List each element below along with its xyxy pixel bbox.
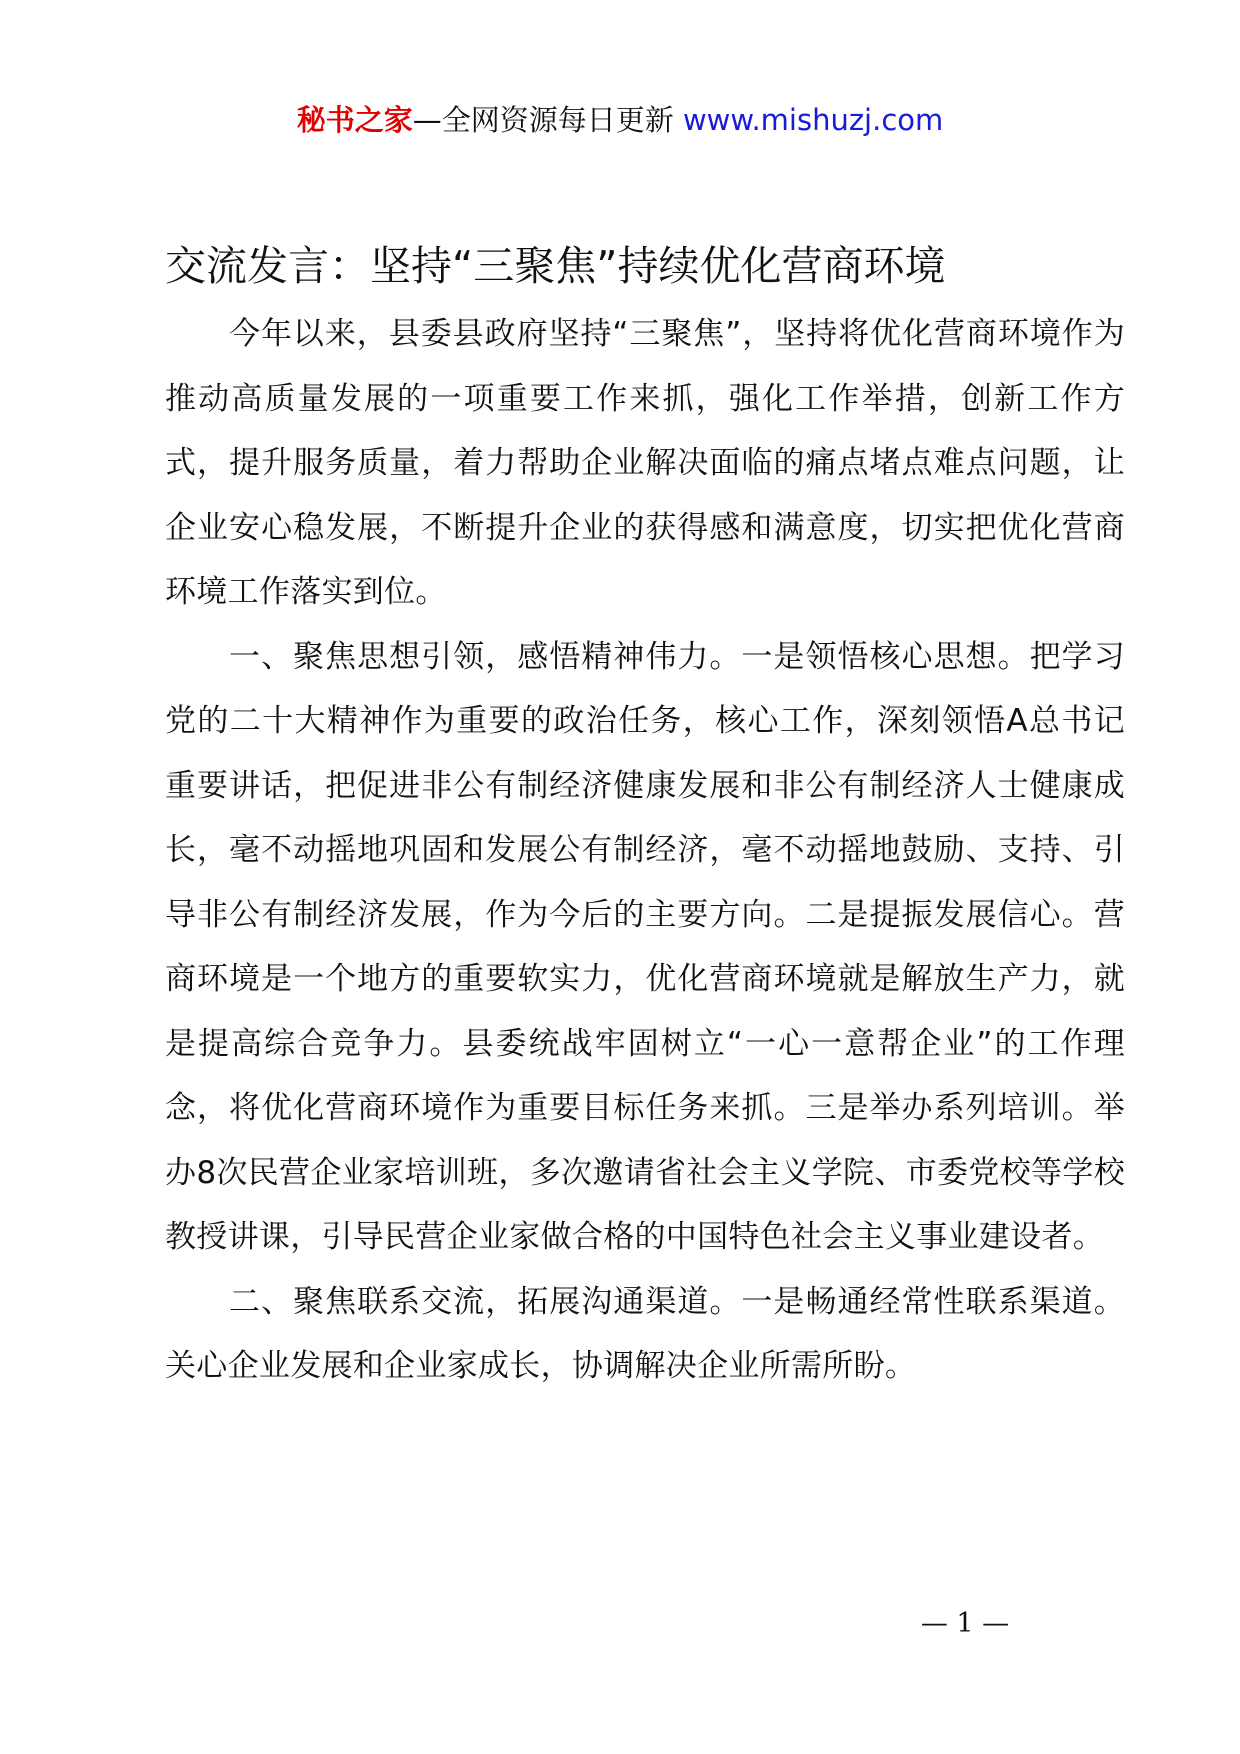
site-header [0, 100, 1240, 140]
header-tagline: —全网资源每日更新 [412, 103, 683, 137]
brand-name: 秘书之家 [296, 103, 413, 137]
page-number: — 1 — [920, 1608, 1010, 1639]
section-one-paragraph: 一、聚焦思想引领，感悟精神伟力。一是领悟核心思想。把学习党的二十大精神作为重要的政治任务，核心工作，深刻领悟A总书记重要讲话，把促进非公有制经济健康发展和非公有制经济人士健康成长，毫不动摇地巩固和发展公有制经济，毫不动摇地鼓励、支持、引导非公有制经济发展，作为今后的主要方向。二是提振发展信心。营商环境是一个地方的重要软实力，优化营商环境就是解放生产力，就是提高综合竞争力。县委统战牢固树立“一心一意帮企业”的工作理念，将优化营商环境作为重要目标任务来抓。三是举办系列培训。举办8次民营企业家培训班，多次邀请省社会主义学院、市委党校等学校教授讲课，引导民营企业家做合格的中国特色社会主义事业建设者。 [165, 638, 1125, 1255]
section-two-paragraph: 二、聚焦联系交流，拓展沟通渠道。一是畅通经常性联系渠道。关心企业发展和企业家成长，协调解决企业所需所盼。 [165, 1283, 1125, 1384]
document-title: 交流发言：坚持“三聚焦”持续优化营商环境 [165, 242, 946, 290]
document-body [165, 302, 1125, 1399]
site-url-link[interactable]: www.mishuzj.com [682, 103, 944, 137]
intro-paragraph: 今年以来，县委县政府坚持“三聚焦”，坚持将优化营商环境作为推动高质量发展的一项重要工作来抓，强化工作举措，创新工作方式，提升服务质量，着力帮助企业解决面临的痛点堵点难点问题，让企业安心稳发展，不断提升企业的获得感和满意度，切实把优化营商环境工作落实到位。 [165, 316, 1125, 610]
